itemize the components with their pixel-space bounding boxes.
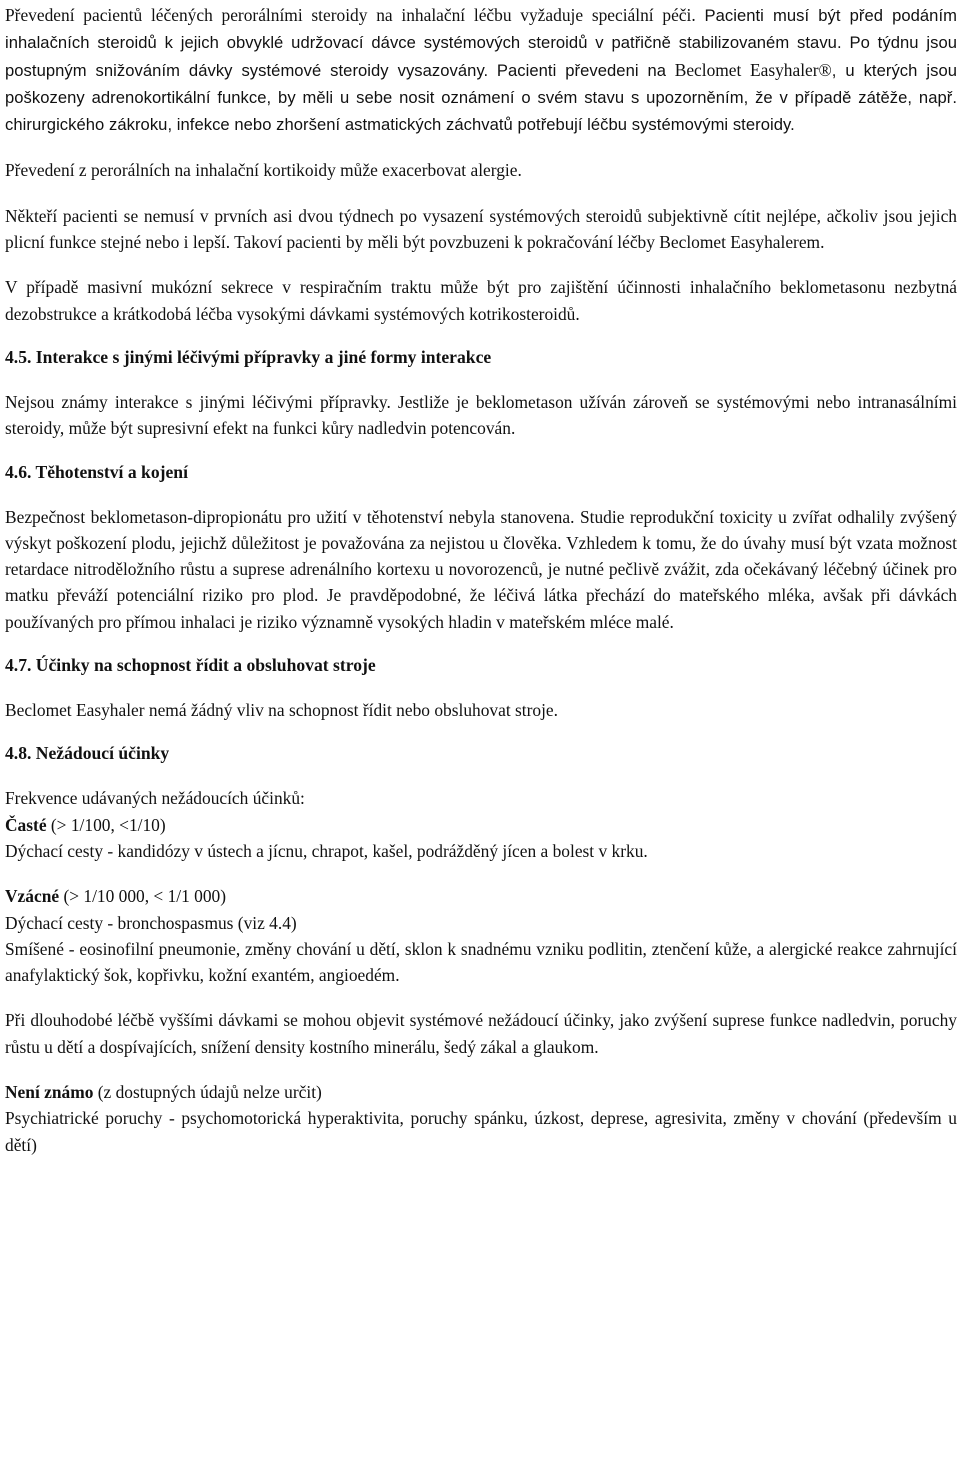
rare-frequency-line xyxy=(5,883,957,909)
section-4-8-heading: 4.8. Nežádoucí účinky xyxy=(5,743,170,764)
mucus-paragraph: V případě masivní mukózní sekrece v respiračním traktu může být pro zajištění účinnosti inhalačního beklometasonu nezbytná dezobstrukce a krátkodobá léčba vysokými dávkami systémových kotrikosteroidů. xyxy=(5,277,957,324)
adverse-effects-block xyxy=(5,785,957,864)
intro-sentence: Převedení pacientů léčených perorálními steroidy na inhalační léčbu vyžaduje speciální péči. xyxy=(5,5,696,25)
product-name: Beclomet Easyhaler® xyxy=(674,59,832,80)
section-4-5-heading: 4.5. Interakce s jinými léčivými přípravky a jiné formy interakce xyxy=(5,346,492,367)
patients-paragraph: Někteří pacienti se nemusí v prvních asi dvou týdnech po vysazení systémových steroidů subjektivně cítit nejlépe, ačkoliv jsou jejich plicní funkce stejné nebo i lepší. Takoví pacienti by měli být povzbuzeni k pokračování léčby Beclomet Easyhalerem. xyxy=(5,205,957,253)
common-range: (> 1/100, <1/10) xyxy=(46,814,166,835)
rare-mixed-text: Smíšené - eosinofilní pneumonie, změny chování u dětí, sklon k snadnému vzniku podlitin, ztenčení kůže, a alergické reakce zahrnující anafylaktický šok, kopřivku, kožní exantém, angioedém. xyxy=(5,938,957,986)
section-4-7-text: Beclomet Easyhaler nemá žádný vliv na schopnost řídit nebo obsluhovat stroje. xyxy=(5,700,558,721)
common-effects-text: Dýchací cesty - kandidózy v ústech a jícnu, chrapot, kašel, podrážděný jícen a bolest v krku. xyxy=(5,840,648,861)
rare-label: Vzácné xyxy=(5,886,60,907)
rare-effects-block xyxy=(5,883,957,988)
intro-transfer-text: Pacienti převedeni na xyxy=(496,60,667,80)
unknown-range: (z dostupných údajů nelze určit) xyxy=(93,1082,322,1103)
section-4-5-text: Nejsou známy interakce s jinými léčivými přípravky. Jestliže je beklometason užíván zároveň se systémovými nebo intranasálními steroidy, může být supresivní efekt na funkci kůry nadledvin potencován. xyxy=(5,391,957,439)
rare-range: (> 1/10 000, < 1/1 000) xyxy=(59,886,227,907)
intro-stabilization-text: Pacienti musí být před podáním inhalačních steroidů k jejich obvyklé udržovací dávce systémových steroidů v patřičně stabilizovaném stavu. Po týdnu jsou postupným snižováním dávky systémové steroidy vysazovány. xyxy=(5,6,957,80)
long-term-paragraph: Při dlouhodobé léčbě vyššími dávkami se mohou objevit systémové nežádoucí účinky, jako zvýšení suprese funkce nadledvin, poruchy růstu u dětí a dospívajících, snížení density kostního minerálu, šedý zákal a glaukom. xyxy=(5,1010,957,1057)
unknown-frequency-line xyxy=(5,1079,957,1105)
unknown-label: Není známo xyxy=(5,1082,94,1103)
document-page xyxy=(5,2,957,1158)
intro-paragraph xyxy=(5,2,957,138)
intro-adrenal-text: , u kterých jsou poškozeny adrenokortikální funkce, by měli u sebe nosit oznámení o svém stavu s upozorněním, že v případě zátěže, např. chirurgického zákroku, infekce nebo zhoršení astmatických záchvatů potřebují léčbu systémovými steroidy. xyxy=(5,60,957,135)
frequency-intro: Frekvence udávaných nežádoucích účinků: xyxy=(5,788,305,809)
rare-respiratory-text: Dýchací cesty - bronchospasmus (viz 4.4) xyxy=(5,912,297,933)
section-4-6-text: Bezpečnost beklometason-dipropionátu pro užití v těhotenství nebyla stanovena. Studie reprodukční toxicity u zvířat odhalily zvýšený výskyt poškození plodu, jejichž důležitost je považována za nejistou u člověka. Vzhledem k tomu, že do úvahy musí být vzata možnost retardace nitroděložního růstu a suprese adrenálního kortexu u novorozenců, je nutné pečlivě zvážit, zda očekávaný léčebný účinek pro matku převáží potenciální riziko pro plod. Je pravděpodobné, že léčivá látka přechází do mateřského mléka, avšak při dávkách používaných pro přímou inhalaci je riziko významně vysokých hladin v mateřském mléce malé. xyxy=(5,506,957,632)
unknown-effects-text: Psychiatrické poruchy - psychomotorická hyperaktivita, poruchy spánku, úzkost, deprese, agresivita, změny v chování (především u dětí) xyxy=(5,1108,957,1155)
common-label: Časté xyxy=(5,814,47,835)
allergy-paragraph: Převedení z perorálních na inhalační kortikoidy může exacerbovat alergie. xyxy=(5,160,522,181)
unknown-effects-block xyxy=(5,1079,957,1158)
section-4-6-heading: 4.6. Těhotenství a kojení xyxy=(5,461,188,482)
section-4-7-heading: 4.7. Účinky na schopnost řídit a obsluhovat stroje xyxy=(5,655,376,676)
common-frequency-line xyxy=(5,812,957,838)
